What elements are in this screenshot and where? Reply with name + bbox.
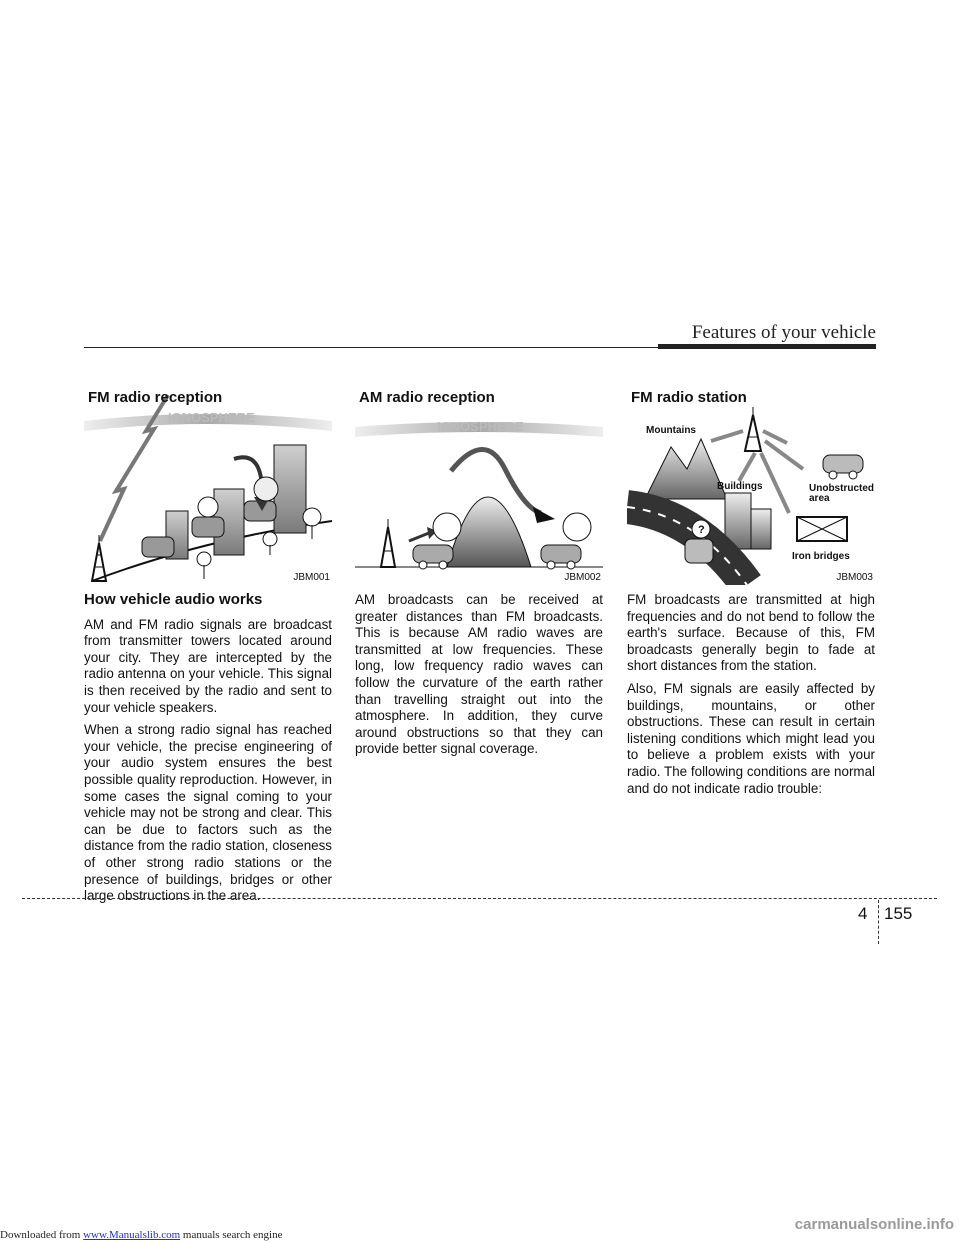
chapter-number: 4 (858, 904, 868, 923)
footer-dashed-rule (22, 898, 937, 899)
heading-how-audio-works: How vehicle audio works (84, 591, 263, 608)
paragraph: When a strong radio signal has reached your vehicle, the precise engineering of your audio system ensures the best possible quality reproduction. However, in some cases the signal coming to your vehicle may not be strong and clear. This can be due to factors such as the distance from the radio station, closeness of other strong radio stations or the presence of buildings, bridges or other large obstructions in the area. (84, 722, 332, 904)
question-mark: ? (698, 524, 705, 536)
arrow-head (533, 507, 555, 523)
speaker-wave-icon (198, 497, 218, 517)
car-icon (823, 455, 863, 479)
figure-title: FM radio station (631, 389, 747, 406)
transmitter-tower-icon (381, 519, 395, 567)
figure-title: FM radio reception (88, 389, 223, 406)
mountain-icon (645, 439, 727, 499)
unobstructed-label: Unobstructed (809, 483, 874, 494)
download-note (0, 1229, 282, 1241)
column-left (84, 592, 332, 911)
unobstructed-area-label: area (809, 493, 830, 504)
bridge-icon (797, 517, 847, 541)
figure-fm-radio-station (627, 389, 875, 585)
manualslib-link[interactable]: www.Manualslib.com (83, 1229, 181, 1241)
ionosphere-label: IONOSPHERE (437, 419, 524, 434)
transmitter-tower-icon (745, 407, 761, 451)
am-reception-illustration (355, 389, 603, 585)
section-title: Features of your vehicle (691, 322, 876, 343)
speaker-wave-icon (563, 513, 591, 541)
column-right (627, 592, 875, 803)
speaker-wave-icon (254, 477, 278, 501)
car-icon (685, 539, 713, 563)
figure-code: JBM003 (836, 572, 873, 583)
download-prefix: Downloaded from (0, 1229, 84, 1241)
paragraph: Also, FM signals are easily affected by buildings, mountains, or other obstructions. These can result in certain listening conditions which might lead you to believe a problem exists with your radio. The following conditions are normal and do not indicate radio trouble: (627, 680, 875, 796)
building-icon (725, 493, 771, 549)
mountains-label: Mountains (646, 425, 696, 436)
transmitter-tower-icon (92, 535, 106, 581)
footer-dashed-divider (878, 900, 879, 944)
figure-am-radio-reception (355, 389, 603, 585)
fm-reception-illustration (84, 389, 332, 585)
fm-station-illustration (627, 389, 875, 585)
header-rule-accent (658, 344, 876, 349)
figure-code: JBM002 (564, 572, 601, 583)
speaker-wave-icon (433, 513, 461, 541)
signal-arrow-icon (409, 533, 429, 541)
paragraph: FM broadcasts are transmitted at high frequencies and do not bend to follow the earth's surface. Because of this, FM broadcasts generally begin to fade at short distances from the station. (627, 592, 875, 674)
watermark: carmanualsonline.info (794, 1216, 954, 1233)
figure-title: AM radio reception (359, 389, 495, 406)
iron-bridges-label: Iron bridges (792, 551, 850, 562)
ionosphere-label: IONOSPHERE (168, 410, 255, 425)
paragraph: AM and FM radio signals are broadcast from transmitter towers located around your city. They are intercepted by the radio antenna on your vehicle. This signal is then received by the radio and sent to your vehicle speakers. (84, 616, 332, 715)
paragraph: AM broadcasts can be received at greater distances than FM broadcasts. This is because AM radio waves are transmitted at low frequencies. These long, low frequency radio waves can follow the curvature of the earth rather than travelling straight out into the atmosphere. In addition, they curve around obstructions so that they can provide better signal coverage. (355, 592, 603, 757)
buildings-label: Buildings (717, 481, 763, 492)
download-suffix: manuals search engine (180, 1229, 283, 1241)
figure-fm-radio-reception (84, 389, 332, 585)
figure-code: JBM001 (293, 572, 330, 583)
page-number: 155 (884, 904, 913, 923)
column-middle (355, 592, 603, 764)
building-icon (166, 445, 306, 559)
